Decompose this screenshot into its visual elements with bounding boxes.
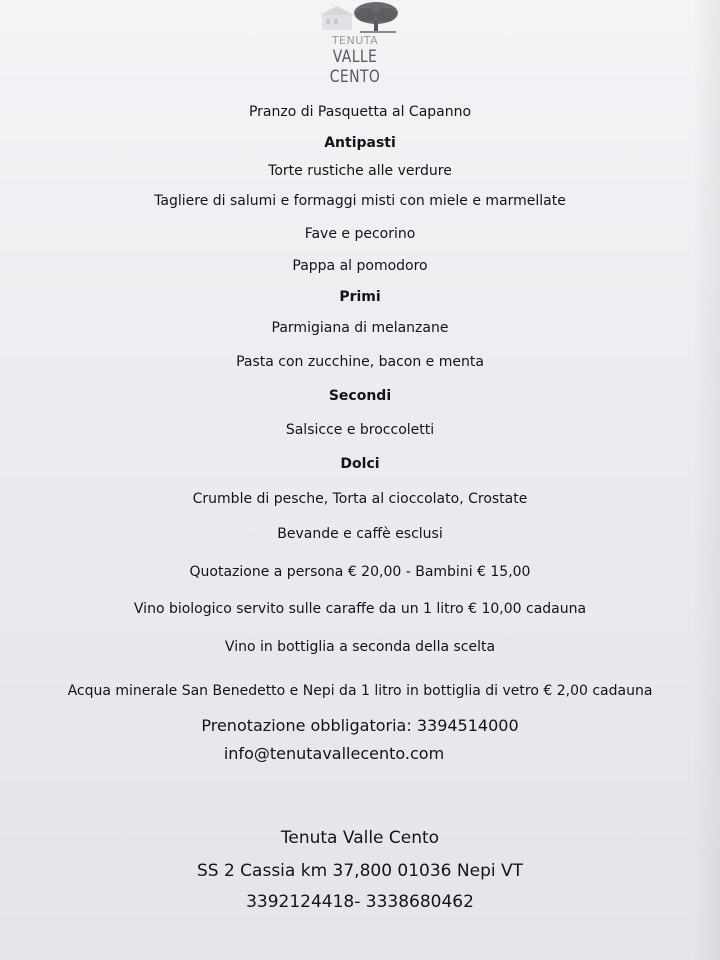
tenuta-valle-cento-logo [300, 0, 410, 87]
footer-address: SS 2 Cassia km 37,800 01036 Nepi VT [196, 861, 524, 881]
dish-item: Pasta con zucchine, bacon e menta [236, 354, 484, 370]
note-mineral-water: Acqua minerale San Benedetto e Nepi da 1 litro in bottiglia di vetro € 2,00 cadauna [67, 683, 653, 699]
dish-item: Parmigiana di melanzane [271, 320, 449, 336]
menu-title: Pranzo di Pasquetta al Capanno [248, 104, 472, 120]
dish-item: Tagliere di salumi e formaggi misti con miele e marmellate [154, 193, 566, 209]
dish-item: Torte rustiche alle verdure [268, 163, 452, 179]
note-bottled-wine: Vino in bottiglia a seconda della scelta [224, 639, 496, 655]
note-price-per-person: Quotazione a persona € 20,00 - Bambini € 15,00 [189, 564, 531, 580]
heading-primi: Primi [339, 289, 381, 305]
heading-antipasti: Antipasti [324, 135, 396, 151]
logo-tenuta-text: TENUTA [331, 34, 379, 47]
heading-secondi: Secondi [328, 388, 392, 404]
dish-item: Fave e pecorino [304, 226, 416, 242]
footer-name: Tenuta Valle Cento [280, 828, 440, 848]
note-organic-wine: Vino biologico servito sulle caraffe da un 1 litro € 10,00 cadauna [133, 601, 587, 617]
note-drinks-excluded: Bevande e caffè esclusi [277, 526, 443, 542]
dish-item: Crumble di pesche, Torta al cioccolato, Crostate [192, 491, 528, 507]
footer-phones: 3392124418- 3338680462 [246, 892, 474, 912]
heading-dolci: Dolci [340, 456, 380, 472]
dish-item: Pappa al pomodoro [292, 258, 428, 274]
booking-email: info@tenutavallecento.com [223, 744, 445, 763]
logo-valle-cento-text: VALLE CENTO [329, 47, 381, 87]
tree-house-icon [310, 0, 400, 36]
booking-phone: Prenotazione obbligatoria: 3394514000 [201, 716, 519, 735]
dish-item: Salsicce e broccoletti [285, 422, 435, 438]
